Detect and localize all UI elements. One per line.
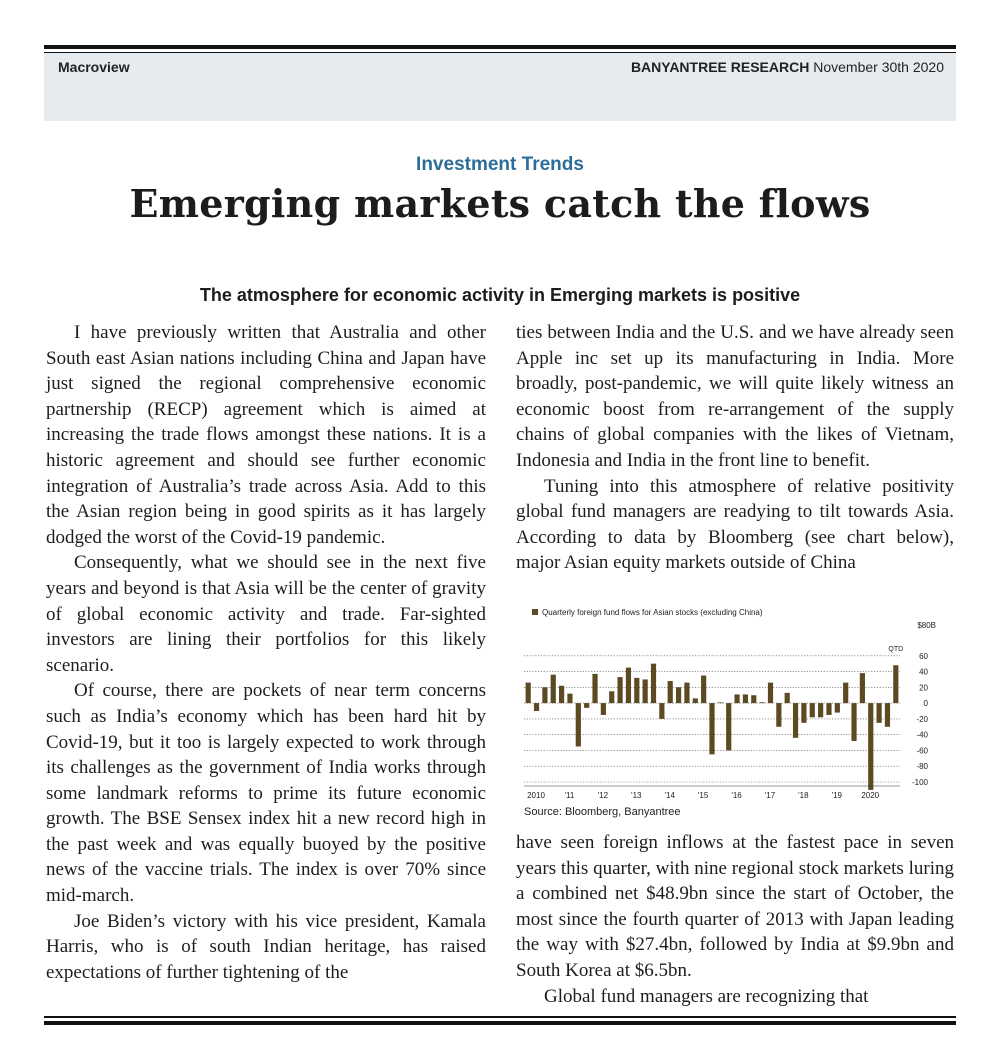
y-tick-label: 60 [919, 651, 928, 661]
bottom-rule-thin [44, 1016, 956, 1018]
x-tick-label: '12 [597, 791, 609, 800]
bar [835, 703, 840, 712]
x-tick-label: 2010 [527, 791, 545, 800]
x-tick-label: '16 [731, 791, 742, 800]
article-headline: Emerging markets catch the flows [129, 181, 871, 226]
paragraph-continuation: have seen foreign inflows at the fastest pace in seven years this quarter, with nine regional stock markets luring a combined net $48.9bn since the start of October, the most since the fourth quarter of 2013 with Japan leading the way with $27.4bn, followed by India at $9.9bn and South Korea at $6.5bn. [516, 832, 954, 981]
y-tick-label: 40 [919, 667, 928, 677]
bar [826, 703, 831, 715]
bar [634, 678, 639, 703]
bar [818, 703, 823, 717]
article-subhead: The atmosphere for economic activity in Emerging markets is positive [199, 285, 801, 305]
bar [860, 673, 865, 703]
bar [701, 676, 706, 704]
bar [776, 703, 781, 727]
x-tick-label: '15 [697, 791, 709, 800]
x-tick-label: 2020 [861, 791, 880, 800]
fund-flows-chart [516, 604, 954, 826]
y-tick-label: -60 [916, 746, 928, 756]
bar [709, 703, 714, 754]
publisher-date [631, 59, 944, 75]
bar [718, 702, 723, 703]
y-tick-label: -20 [916, 714, 928, 724]
page-header [44, 53, 956, 121]
x-tick-label: '14 [664, 791, 675, 800]
x-tick-label: '17 [764, 791, 776, 800]
bar [551, 675, 556, 703]
bar [801, 703, 806, 723]
bar [843, 683, 848, 704]
y-tick-label: -100 [911, 778, 928, 787]
bar [617, 677, 622, 703]
x-tick-label: '13 [631, 791, 642, 800]
bar [751, 695, 756, 703]
paragraph: Consequently, what we should see in the next five years and beyond is that Asia will be the center of gravity of global economic activity and trade. Far-sighted investors are lining their portfolios for this likely scenario. [46, 552, 486, 676]
bar [659, 703, 664, 719]
article-kicker: Investment Trends [416, 154, 584, 175]
paragraph-continuation: ties between India and the U.S. and we have already seen Apple inc set up its manufacturing in India. More broadly, post-pandemic, we will quite likely witness an economic boost from re-arrangement of the supply chains of global companies with the likes of Vietnam, Indonesia and India in the front line to benefit. [516, 322, 954, 471]
bar [768, 683, 773, 704]
bottom-rule-thick [44, 1021, 956, 1025]
bar [785, 693, 790, 703]
bar [693, 698, 698, 703]
chart-source: Source: Bloomberg, Banyantree [524, 806, 681, 818]
bar [851, 703, 856, 741]
paragraph: Global fund managers are recognizing that [544, 985, 869, 1007]
bar [609, 691, 614, 703]
bar [584, 703, 589, 708]
bar [668, 681, 673, 703]
bar [601, 703, 606, 715]
bar [810, 703, 815, 717]
bar [726, 703, 731, 750]
bar [734, 694, 739, 703]
bar [526, 683, 531, 704]
bar [576, 703, 581, 746]
bar [676, 687, 681, 703]
left-column [46, 320, 486, 985]
bar [592, 674, 597, 703]
publisher-name: BANYANTREE RESEARCH [630, 59, 810, 75]
bar [567, 694, 572, 703]
bar [885, 703, 890, 727]
section-label: Macroview [58, 59, 130, 75]
x-tick-label: '11 [564, 791, 575, 800]
bar [559, 686, 564, 703]
right-column-bottom [516, 830, 954, 1009]
bar [626, 668, 631, 704]
right-column-top [516, 320, 954, 576]
y-unit-label: $80B [917, 621, 936, 630]
paragraph: Tuning into this atmosphere of relative positivity global fund managers are readying to tilt towards Asia. According to data by Bloomberg (see chart below), major Asian equity markets outside of China [516, 475, 954, 574]
top-rule-thick [44, 45, 956, 49]
bar [743, 694, 748, 703]
paragraph: Joe Biden’s victory with his vice president, Kamala Harris, who is of south Indian heritage, has raised expectations of further tightening of the [46, 910, 486, 983]
chart-title-text: Quarterly foreign fund flows for Asian stocks (excluding China) [542, 608, 763, 617]
x-tick-label: '18 [798, 791, 809, 800]
y-tick-label: -40 [916, 730, 928, 740]
bar [877, 703, 882, 723]
y-tick-label: 0 [923, 699, 928, 709]
y-tick-label: 20 [919, 683, 928, 693]
publication-date: November 30th 2020 [813, 59, 944, 75]
bar [893, 665, 898, 703]
paragraph: I have previously written that Australia and other South east Asian nations including China and Japan have just signed the regional comprehensive economic partnership (RECP) agreement which is aimed at increasing the trade flows amongst these nations. It is a historic agreement and should see further economic integration of Australia’s trade across Asia. Add to this the Asian region being in good spirits as it has largely dodged the worst of the Covid-19 pandemic. [46, 322, 486, 548]
bar [643, 679, 648, 703]
bar [542, 687, 547, 703]
bar [684, 683, 689, 704]
bar [651, 664, 656, 703]
chart-plot [516, 604, 954, 804]
qtd-annotation: QTD [888, 646, 904, 654]
bar [793, 703, 798, 738]
y-tick-label: -80 [916, 762, 928, 772]
x-tick-label: '19 [831, 791, 843, 800]
paragraph: Of course, there are pockets of near term concerns such as India’s economy which has been hard hit by Covid-19, but it too is largely expected to work through its challenges as the government of India works through some landmark reforms to prime its future economic growth. The BSE Sensex index hit a new record high in the past week and was equally buoyed by the positive news of the vaccine trials. The index is over 70% since mid-march. [46, 680, 486, 907]
bar [760, 702, 765, 703]
bar [534, 703, 539, 711]
bar [868, 703, 873, 790]
